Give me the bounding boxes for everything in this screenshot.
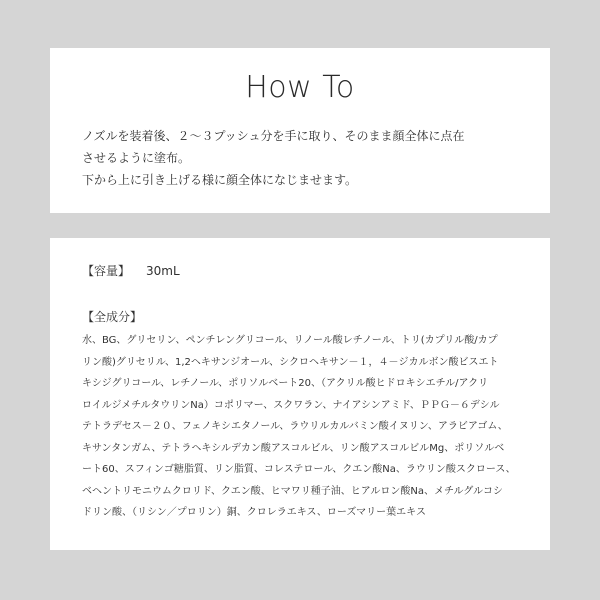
how-to-title: How To — [245, 70, 355, 105]
ingredients-line: ベヘントリモニウムクロリド、クエン酸、ヒマワリ種子油、ヒアルロン酸Na、メチルグルコシ — [82, 485, 504, 497]
capacity-row — [82, 262, 518, 279]
ingredients-line: リン酸)グリセリル、1,2ヘキサンジオール、シクロヘキサン－１，４－ジカルボン酸ビスエト — [82, 356, 499, 368]
capacity-value: 30mL — [146, 264, 180, 278]
instruction-line: ノズルを装着後、２～３プッシュ分を手に取り、そのまま顔全体に点在 — [82, 129, 465, 143]
instruction-line: 下から上に引き上げる様に顔全体になじませます。 — [82, 173, 358, 187]
ingredients-line: ドリン酸、（リシン／プロリン）銅、クロレラエキス、ローズマリー葉エキス — [82, 507, 426, 518]
ingredients-line: キシジグリコール、レチノール、ポリソルベート20、（アクリル酸ヒドロキシエチル/アクリ — [82, 378, 489, 389]
ingredients-line: テトラデセス－２０、フェノキシエタノール、ラウリルカルバミン酸イヌリン、アラビアゴム、 — [82, 421, 508, 432]
ingredients-line: ート60、スフィンゴ糖脂質、リン脂質、コレステロール、クエン酸Na、ラウリン酸スクロース、 — [82, 464, 516, 475]
ingredients-list — [82, 330, 528, 524]
ingredients-line: ロイルジメチルタウリンNa）コポリマー、スクワラン、ナイアシンアミド、ＰＰＧ－６デシル — [82, 399, 500, 411]
how-to-card — [50, 48, 550, 213]
ingredients-heading: 【全成分】 — [82, 310, 143, 324]
specification-card — [50, 238, 550, 550]
ingredients-line: 水、BG、グリセリン、ペンチレングリコール、リノール酸レチノール、トリ(カプリル酸/カプ — [82, 335, 498, 346]
ingredients-line: キサンタンガム、テトラヘキシルデカン酸アスコルビル、リン酸アスコルビルMg、ポリソルベ — [82, 442, 505, 454]
capacity-label: 【容量】 — [82, 264, 131, 278]
how-to-instructions — [82, 125, 518, 191]
instruction-line: させるように塗布。 — [82, 151, 191, 165]
